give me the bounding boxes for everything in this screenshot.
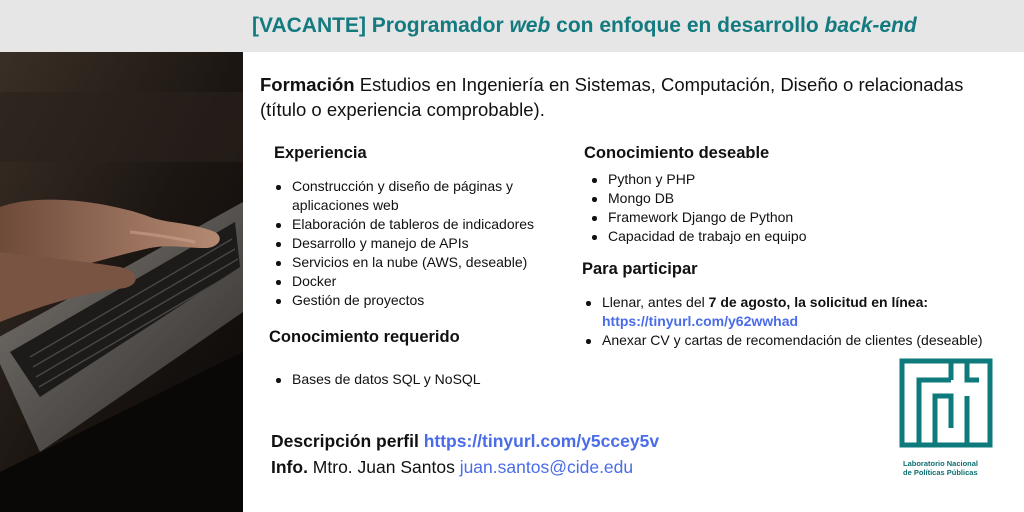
para-participar-list: [584, 293, 1004, 350]
contact-block: [271, 428, 659, 480]
participar-text: Llenar, antes del: [602, 294, 709, 310]
participar-deadline: 7 de agosto, la solicitud en línea:: [708, 294, 929, 310]
experiencia-list: [274, 177, 544, 310]
list-item: Servicios en la nube (AWS, deseable): [274, 253, 544, 272]
conocimiento-requerido-list: [274, 370, 544, 389]
descripcion-link[interactable]: https://tinyurl.com/y5ccey5v: [423, 431, 660, 451]
email-link[interactable]: juan.santos@cide.edu: [459, 457, 634, 477]
lnpp-logo: [899, 358, 999, 477]
list-item: Gestión de proyectos: [274, 291, 544, 310]
list-item: Elaboración de tableros de indicadores: [274, 215, 544, 234]
laptop-typing-photo: [0, 52, 243, 512]
list-item: Python y PHP: [590, 170, 890, 189]
experiencia-heading: Experiencia: [274, 144, 367, 162]
title-text-1: [VACANTE] Programador: [252, 14, 510, 37]
list-item: Bases de datos SQL y NoSQL: [274, 370, 544, 389]
page-title: [252, 14, 917, 38]
info-label: Info.: [271, 457, 308, 477]
solicitud-link[interactable]: https://tinyurl.com/y62wwhad: [602, 313, 799, 329]
list-item: Anexar CV y cartas de recomendación de clientes (deseable): [584, 331, 1004, 350]
formacion-label: Formación: [260, 74, 355, 95]
title-text-2: con enfoque en desarrollo: [550, 14, 825, 37]
conocimiento-deseable-list: [590, 170, 890, 246]
formacion-text: Estudios en Ingeniería en Sistemas, Computación, Diseño o relacionadas (título o experiencia comprobable).: [260, 74, 964, 120]
list-item: Construcción y diseño de páginas y aplicaciones web: [274, 177, 544, 215]
list-item: Mongo DB: [590, 189, 890, 208]
conocimiento-requerido-heading: Conocimiento requerido: [269, 328, 460, 346]
descripcion-line: [271, 428, 659, 454]
logo-caption: [903, 459, 999, 477]
logo-caption-line-1: Laboratorio Nacional: [903, 459, 979, 468]
list-item: Docker: [274, 272, 544, 291]
info-line: [271, 454, 659, 480]
header-bar: [0, 0, 1024, 52]
lnpp-logo-icon: [899, 358, 995, 450]
logo-caption-line-2: de Políticas Públicas: [903, 468, 978, 477]
title-emphasis-backend: back-end: [824, 14, 917, 37]
conocimiento-deseable-heading: Conocimiento deseable: [584, 144, 770, 162]
title-emphasis-web: web: [509, 14, 551, 37]
list-item: Framework Django de Python: [590, 208, 890, 227]
list-item: Capacidad de trabajo en equipo: [590, 227, 890, 246]
descripcion-label: Descripción perfil: [271, 431, 419, 451]
list-item: [584, 293, 1004, 331]
list-item: Desarrollo y manejo de APIs: [274, 234, 544, 253]
para-participar-heading: Para participar: [582, 260, 698, 278]
formacion-paragraph: [260, 72, 1005, 122]
contact-name: Mtro. Juan Santos: [307, 457, 460, 477]
